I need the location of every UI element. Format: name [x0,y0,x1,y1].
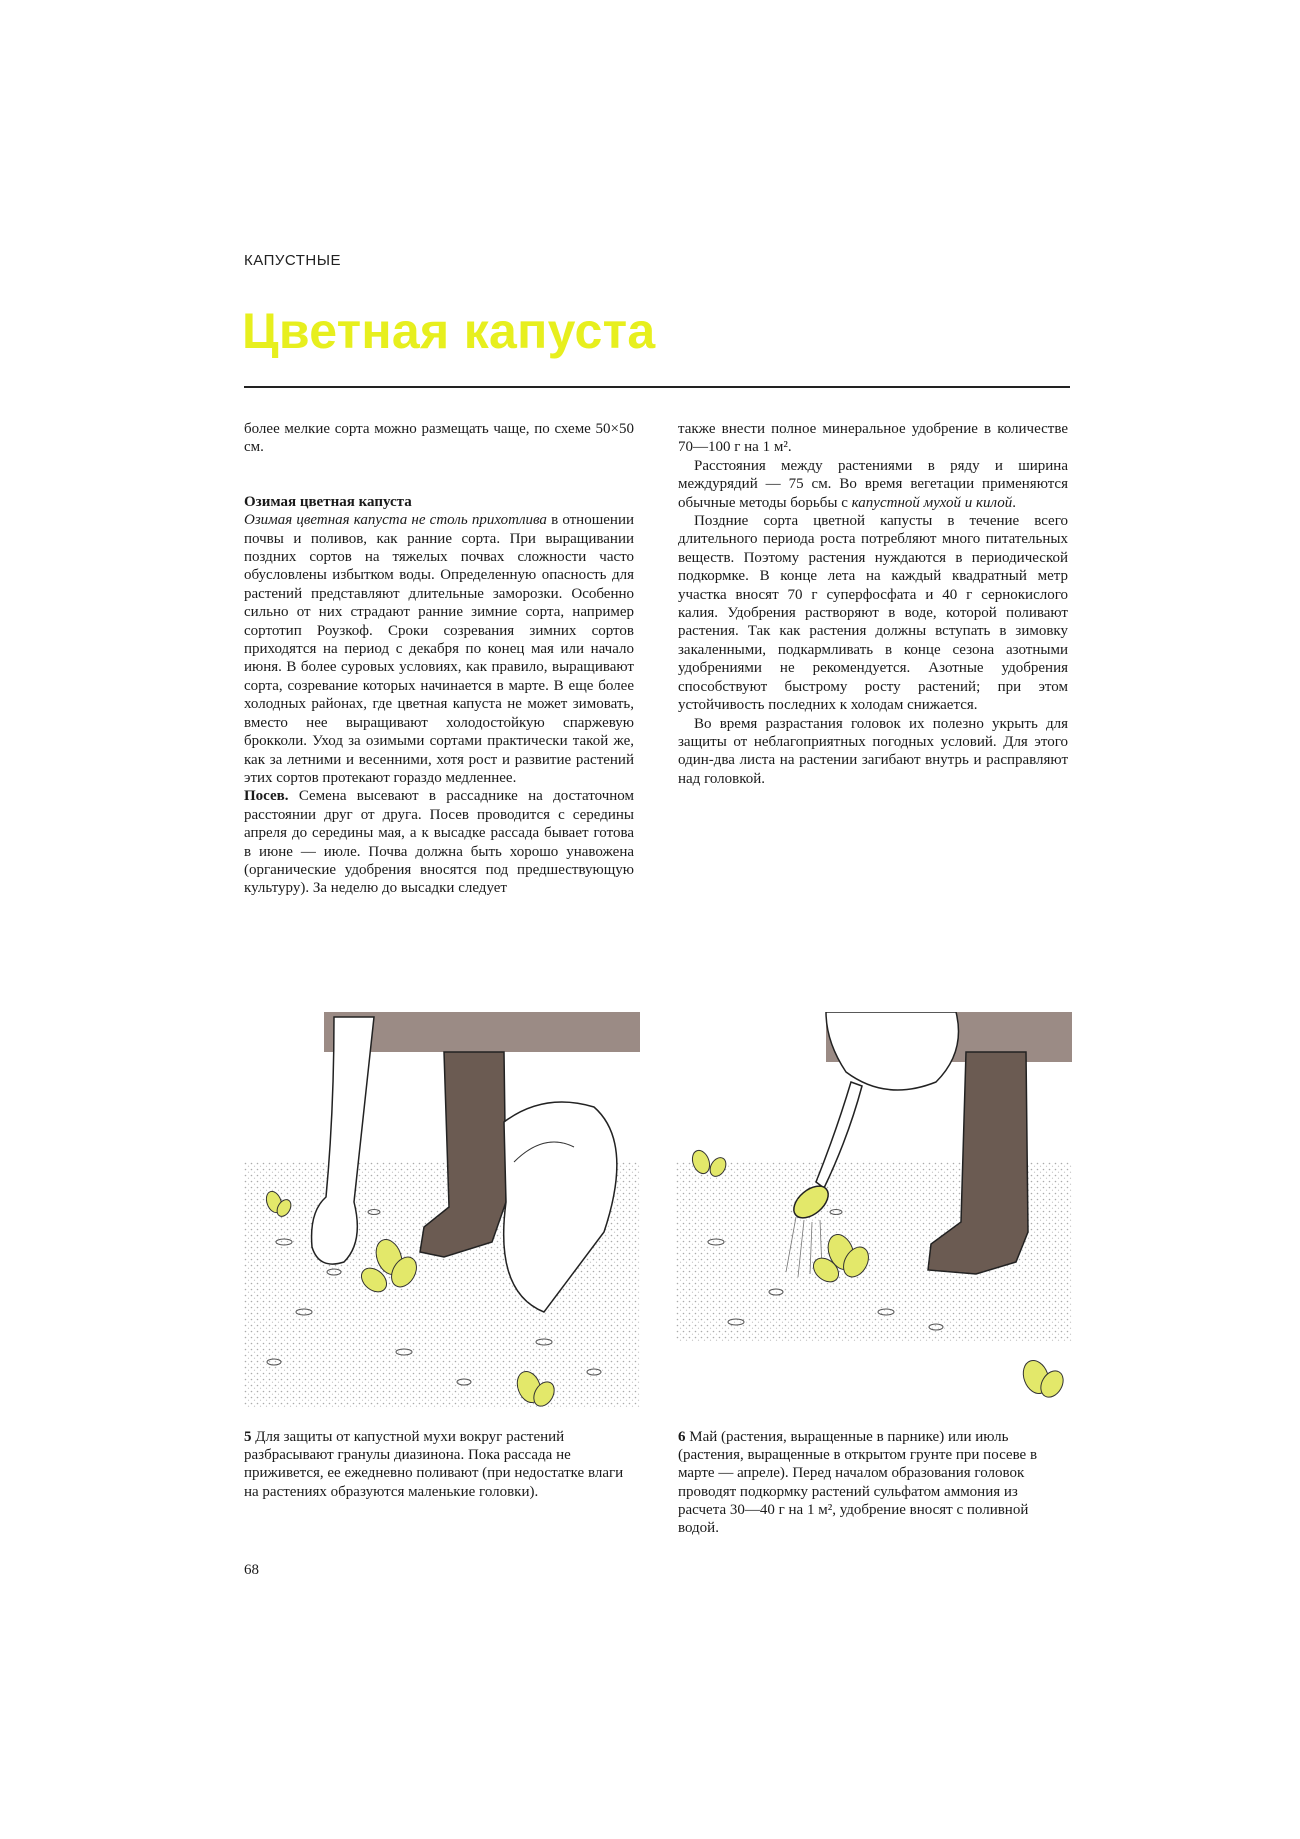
sowing-text: Семена высевают в рассаднике на достаточном расстоянии друг от друга. Посев проводится с середины апреля до середины мая, а к высадке рассада бывает готова в июне — июле. Почва должна быть хорошо унавожена (органические удобрения вносятся под предшествующую культуру). За неделю до высадки следует [244,788,634,897]
caption-right-text: Май (растения, выращенные в парнике) или июль (растения, выращенные в открытом грунте при посеве в марте — апреле). Перед началом образования головок проводят подкормку растений сульфатом аммония из расчета 30—40 г на 1 м², удобрение вносят с поливной водой. [678,1429,1038,1537]
hand-scattering-granules-illustration [244,1012,640,1408]
head-protection-paragraph: Во время разрастания головок их полезно укрыть для защиты от неблагоприятных погодных условий. Для этого один-два листа на растении загибают внутрь и расправляют над головкой. [678,715,1068,787]
section-label: КАПУСТНЫЕ [244,252,341,269]
right-column [678,420,1068,788]
watering-can-illustration [676,1012,1072,1408]
spacing-text: Расстояния между растениями в ряду и ширина междурядий — 75 см. Во время вегетации применяются обычные методы борьбы с [678,457,1068,511]
spacer [244,457,634,493]
caption-left-text: Для защиты от капустной мухи вокруг растений разбрасывают гранулы диазинона. Пока рассада не приживется, ее ежедневно поливают (при недостатке влаги на растениях образуются маленькие головки). [244,1429,624,1500]
sowing-paragraph [244,787,634,897]
lead-italic: Озимая цветная капуста не столь прихотлива [244,512,547,529]
winter-paragraph [244,511,634,787]
fertilizer-paragraph: также внести полное минеральное удобрение в количестве 70—100 г на 1 м². [678,421,1068,456]
caption-left-number: 5 [244,1429,252,1445]
title-rule [244,386,1070,388]
spacing-end: . [1012,494,1016,511]
intro-paragraph: более мелкие сорта можно размещать чаще, по схеме 50×50 см. [244,421,634,456]
caption-right [678,1428,1068,1537]
subheading-winter-cauliflower: Озимая цветная капуста [244,493,412,510]
caption-left [244,1428,634,1501]
left-column [244,420,634,898]
winter-paragraph-text: в отношении почвы и поливов, как ранние сорта. При выращивании поздних сортов на тяжелых почвах сложности часто обусловлены избытком воды. Определенную опасность для растений представляют длительные заморозки. Особенно сильно от них страдают ранние зимние сорта, например сортотип Роузкоф. Сроки созревания зимних сортов приходятся на период с декабря по конец мая или начало июня. В более суровых условиях, как правило, выращивают сорта, созревание которых начинается в марте. В еще более холодных районах, где цветная капуста не может зимовать, вместо нее выращивают холодостойкую спаржевую брокколи. Уход за озимыми сортами практически такой же, как за летними и весенними, хотя рост и развитие растений этих сортов протекают гораздо медленнее. [244,512,634,786]
pests-italic: капустной мухой и килой [851,494,1013,511]
page-number: 68 [244,1562,259,1578]
late-varieties-paragraph: Поздние сорта цветной капусты в течение всего длительного периода роста потребляют много питательных веществ. Поэтому растения нуждаются в периодической подкормке. В конце лета на каждый квадратный метр участка вносят 70 г суперфосфата и 40 г сернокислого калия. Удобрения растворяют в воде, которой поливают растения. Так как растения должны вступать в зимовку закаленными, подкармливать в конце сезона азотными удобрениями не рекомендуется. Азотные удобрения способствуют быстрому росту растений; при этом устойчивость последних к холодам снижается. [678,513,1068,714]
page-title: Цветная капуста [242,303,656,359]
spacing-paragraph [678,457,1068,512]
caption-right-number: 6 [678,1429,686,1445]
sowing-label: Посев. [244,788,289,805]
